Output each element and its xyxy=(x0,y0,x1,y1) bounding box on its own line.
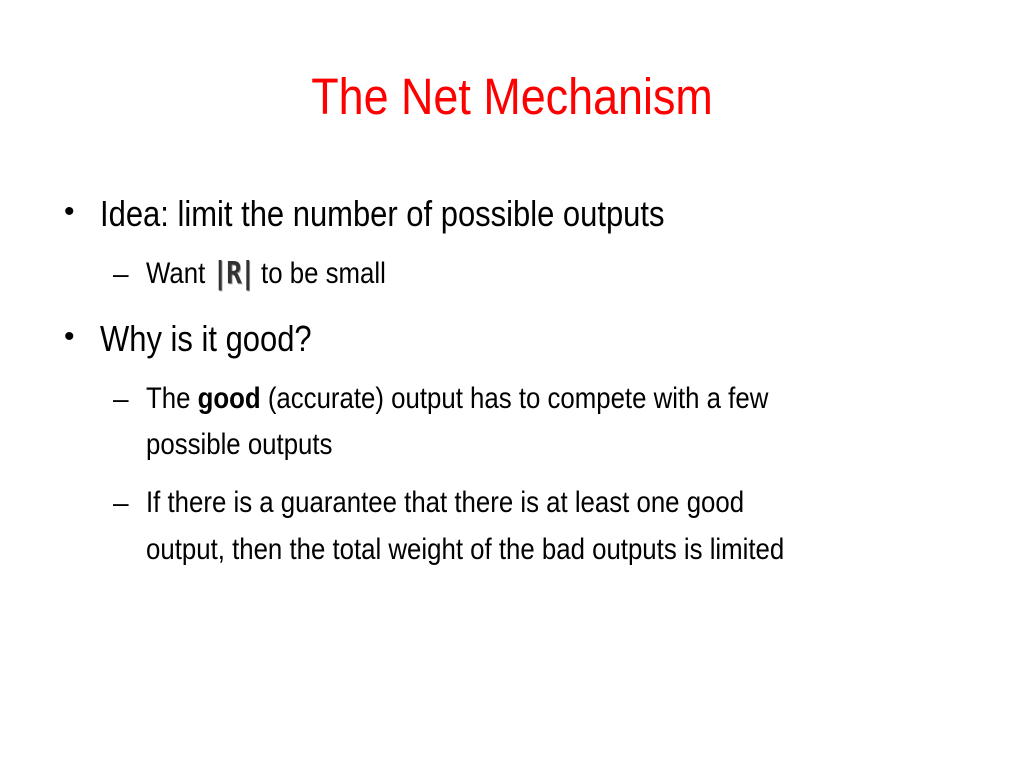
bullet-why: Why is it good? xyxy=(100,318,312,359)
bullet-marker: • xyxy=(64,195,75,228)
sub-bullet-want-post: to be small xyxy=(253,257,386,290)
sub-bullet-marker: – xyxy=(113,487,129,518)
bullet-marker: • xyxy=(64,320,75,353)
sub-bullet-marker: – xyxy=(113,383,129,414)
sub-bullet-guarantee-line1: If there is a guarantee that there is at least one good xyxy=(146,486,745,519)
sub-bullet-good-line1 xyxy=(146,377,768,421)
sub-bullet-good-line2: possible outputs xyxy=(146,428,333,461)
sub-bullet-want-pre: Want xyxy=(146,257,213,290)
bullet-idea: Idea: limit the number of possible outputs xyxy=(100,193,665,234)
emphasis-good: good xyxy=(197,382,261,415)
sub-bullet-want xyxy=(146,252,386,296)
sub-bullet-good-post: (accurate) output has to compete with a few xyxy=(260,382,769,415)
math-cardinality-r: |R| xyxy=(212,256,254,291)
slide-title: The Net Mechanism xyxy=(311,68,713,125)
sub-bullet-marker: – xyxy=(113,258,129,289)
sub-bullet-good-pre: The xyxy=(146,382,198,415)
sub-bullet-guarantee-line2: output, then the total weight of the bad outputs is limited xyxy=(146,533,785,566)
